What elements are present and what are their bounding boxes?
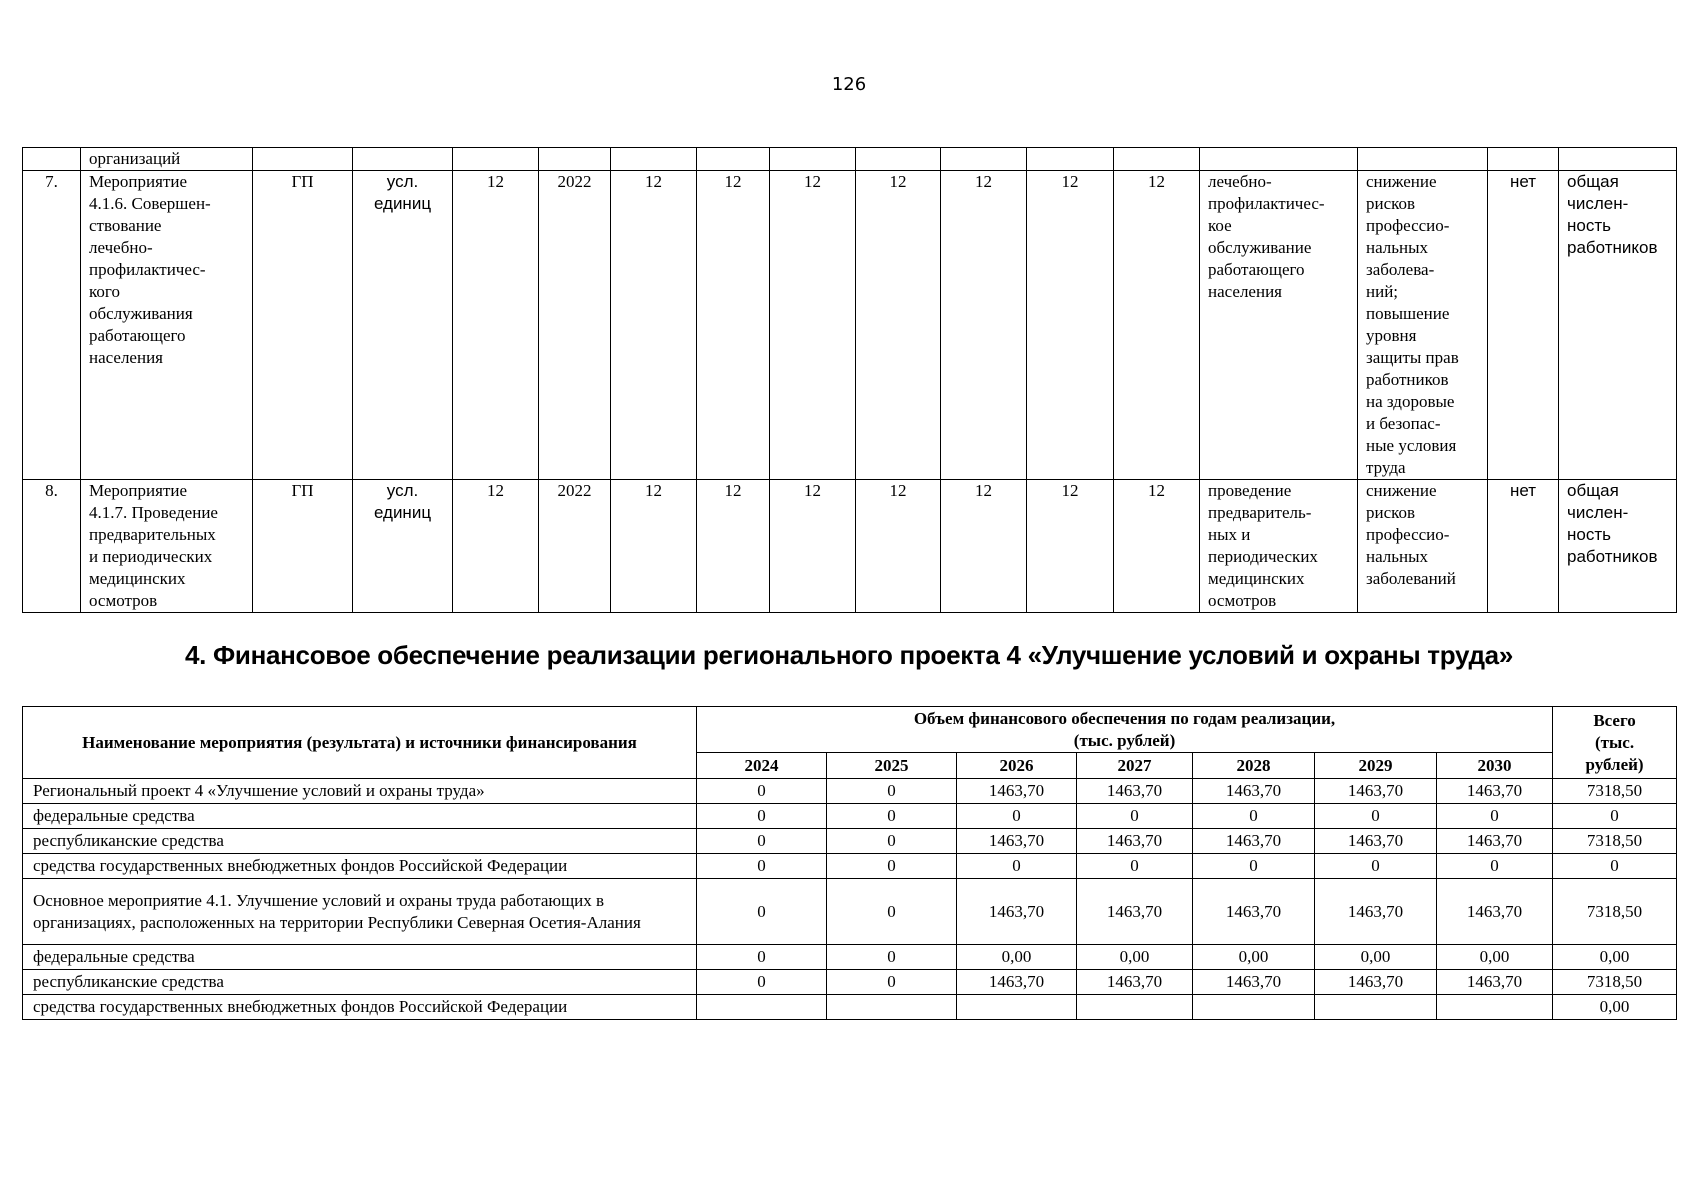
funding-name: средства государственных внебюджетных фондов Российской Федерации xyxy=(23,854,697,879)
funding-value: 0 xyxy=(697,804,827,829)
funding-name: средства государственных внебюджетных фондов Российской Федерации xyxy=(23,995,697,1020)
funding-total: 7318,50 xyxy=(1553,829,1677,854)
year-header: 2030 xyxy=(1437,753,1553,779)
funding-value xyxy=(1315,995,1437,1020)
year-value: 12 xyxy=(611,480,697,613)
funding-value: 0 xyxy=(697,970,827,995)
year-value: 12 xyxy=(941,171,1027,480)
table-cell xyxy=(539,148,611,171)
funding-value: 1463,70 xyxy=(1315,829,1437,854)
table-cell xyxy=(253,148,353,171)
year-value: 12 xyxy=(770,480,856,613)
year-value: 12 xyxy=(856,480,941,613)
funding-value: 0 xyxy=(827,879,957,945)
funding-value: 0 xyxy=(697,829,827,854)
funding-total: 0,00 xyxy=(1553,995,1677,1020)
funding-value: 0 xyxy=(957,804,1077,829)
funding-value: 1463,70 xyxy=(1437,879,1553,945)
funding-value xyxy=(827,995,957,1020)
funding-value: 0 xyxy=(697,779,827,804)
funding-value: 1463,70 xyxy=(1077,879,1193,945)
table-cell xyxy=(23,148,81,171)
table-cell xyxy=(856,148,941,171)
funding-value: 0 xyxy=(1315,804,1437,829)
funding-name: федеральные средства xyxy=(23,945,697,970)
funding-value: 1463,70 xyxy=(1077,779,1193,804)
funding-value xyxy=(1437,995,1553,1020)
funding-name: Основное мероприятие 4.1. Улучшение условий и охраны труда работающих в организациях, расположенных на территории Республики Северная Осетия-Алания xyxy=(23,879,697,945)
flag-cell: нет xyxy=(1488,171,1559,480)
base-year: 2022 xyxy=(539,480,611,613)
funding-value: 0,00 xyxy=(1077,945,1193,970)
table-row xyxy=(23,995,1677,1020)
section-heading: 4. Финансовое обеспечение реализации регионального проекта 4 «Улучшение условий и охраны труда» xyxy=(184,640,1513,670)
result-cell: проведение предваритель- ных и периодических медицинских осмотров xyxy=(1200,480,1358,613)
year-value: 12 xyxy=(770,171,856,480)
year-header: 2026 xyxy=(957,753,1077,779)
funding-name: республиканские средства xyxy=(23,970,697,995)
funding-value: 0,00 xyxy=(1437,945,1553,970)
table-row xyxy=(23,854,1677,879)
measure-type: ГП xyxy=(253,480,353,613)
funding-value: 1463,70 xyxy=(1315,970,1437,995)
measure-name: Мероприятие 4.1.7. Проведение предварительных и периодических медицинских осмотров xyxy=(81,480,253,613)
measure-type: ГП xyxy=(253,171,353,480)
funding-value: 0,00 xyxy=(1315,945,1437,970)
table-cell xyxy=(453,148,539,171)
year-header: 2024 xyxy=(697,753,827,779)
header-total: Всего (тыс. рублей) xyxy=(1553,707,1677,779)
funding-value: 1463,70 xyxy=(957,879,1077,945)
funding-value: 1463,70 xyxy=(1437,779,1553,804)
effect-cell: снижение рисков профессио- нальных заболеваний xyxy=(1358,480,1488,613)
funding-value: 0 xyxy=(827,779,957,804)
funding-value: 0 xyxy=(1437,854,1553,879)
funding-total: 7318,50 xyxy=(1553,970,1677,995)
funding-value: 1463,70 xyxy=(1193,829,1315,854)
table-cell xyxy=(697,148,770,171)
table-cell xyxy=(1114,148,1200,171)
table-row xyxy=(23,879,1677,945)
funding-name: федеральные средства xyxy=(23,804,697,829)
indicator-cell: общая числен- ность работников xyxy=(1559,171,1677,480)
base-value: 12 xyxy=(453,480,539,613)
unit-cell: усл. единиц xyxy=(353,171,453,480)
funding-value: 1463,70 xyxy=(1077,829,1193,854)
funding-value: 1463,70 xyxy=(957,779,1077,804)
funding-total: 7318,50 xyxy=(1553,879,1677,945)
flag-cell: нет xyxy=(1488,480,1559,613)
year-value: 12 xyxy=(697,171,770,480)
table-cell xyxy=(1200,148,1358,171)
table-cell: организаций xyxy=(81,148,253,171)
row-number: 8. xyxy=(23,480,81,613)
finance-table xyxy=(22,706,1677,1020)
funding-value: 1463,70 xyxy=(1193,779,1315,804)
table-cell xyxy=(1488,148,1559,171)
funding-value xyxy=(697,995,827,1020)
funding-value: 0 xyxy=(1077,804,1193,829)
year-value: 12 xyxy=(611,171,697,480)
year-value: 12 xyxy=(941,480,1027,613)
year-value: 12 xyxy=(1027,480,1114,613)
base-value: 12 xyxy=(453,171,539,480)
funding-value: 0,00 xyxy=(1193,945,1315,970)
base-year: 2022 xyxy=(539,171,611,480)
year-header: 2025 xyxy=(827,753,957,779)
unit-cell: усл. единиц xyxy=(353,480,453,613)
table-cell xyxy=(353,148,453,171)
funding-value: 1463,70 xyxy=(1193,879,1315,945)
table-cell xyxy=(1027,148,1114,171)
table-row xyxy=(23,829,1677,854)
funding-value: 0 xyxy=(697,879,827,945)
year-header: 2028 xyxy=(1193,753,1315,779)
funding-value: 1463,70 xyxy=(1437,829,1553,854)
table-cell xyxy=(1358,148,1488,171)
table-row xyxy=(23,171,1677,480)
year-value: 12 xyxy=(1114,171,1200,480)
funding-value xyxy=(1193,995,1315,1020)
funding-value: 1463,70 xyxy=(1193,970,1315,995)
funding-total: 0 xyxy=(1553,854,1677,879)
table-row xyxy=(23,779,1677,804)
year-header: 2029 xyxy=(1315,753,1437,779)
funding-total: 0,00 xyxy=(1553,945,1677,970)
result-cell: лечебно- профилактичес- кое обслуживание работающего населения xyxy=(1200,171,1358,480)
measure-name: Мероприятие 4.1.6. Совершен- ствование лечебно- профилактичес- кого обслуживания работающего населения xyxy=(81,171,253,480)
funding-value: 1463,70 xyxy=(1437,970,1553,995)
indicator-cell: общая числен- ность работников xyxy=(1559,480,1677,613)
funding-value: 0 xyxy=(827,829,957,854)
table-row xyxy=(23,480,1677,613)
funding-value: 0 xyxy=(827,804,957,829)
funding-value: 0,00 xyxy=(957,945,1077,970)
page-number: 126 xyxy=(831,74,867,95)
funding-value: 0 xyxy=(1193,854,1315,879)
funding-value xyxy=(1077,995,1193,1020)
funding-value: 1463,70 xyxy=(1077,970,1193,995)
funding-value: 0 xyxy=(1437,804,1553,829)
year-value: 12 xyxy=(1027,171,1114,480)
funding-total: 7318,50 xyxy=(1553,779,1677,804)
funding-value: 0 xyxy=(827,945,957,970)
funding-value: 0 xyxy=(697,854,827,879)
year-value: 12 xyxy=(1114,480,1200,613)
table-row xyxy=(23,970,1677,995)
funding-value: 0 xyxy=(827,854,957,879)
funding-value: 1463,70 xyxy=(957,970,1077,995)
table-row xyxy=(23,804,1677,829)
table-cell xyxy=(941,148,1027,171)
funding-value: 0 xyxy=(697,945,827,970)
year-header: 2027 xyxy=(1077,753,1193,779)
table-cell xyxy=(1559,148,1677,171)
header-name: Наименование мероприятия (результата) и источники финансирования xyxy=(23,707,697,779)
funding-value: 1463,70 xyxy=(1315,879,1437,945)
effect-cell: снижение рисков профессио- нальных заболева- ний; повышение уровня защиты прав работников на здоровые и безопас- ные условия труда xyxy=(1358,171,1488,480)
continuation-row xyxy=(23,148,1677,171)
funding-value xyxy=(957,995,1077,1020)
funding-name: Региональный проект 4 «Улучшение условий и охраны труда» xyxy=(23,779,697,804)
funding-value: 0 xyxy=(827,970,957,995)
funding-value: 0 xyxy=(1315,854,1437,879)
funding-total: 0 xyxy=(1553,804,1677,829)
table-cell xyxy=(770,148,856,171)
table-row xyxy=(23,945,1677,970)
year-value: 12 xyxy=(856,171,941,480)
funding-name: республиканские средства xyxy=(23,829,697,854)
funding-value: 0 xyxy=(957,854,1077,879)
header-volume: Объем финансового обеспечения по годам реализации, (тыс. рублей) xyxy=(697,707,1553,753)
year-value: 12 xyxy=(697,480,770,613)
table-cell xyxy=(611,148,697,171)
funding-value: 0 xyxy=(1193,804,1315,829)
indicators-continuation-table xyxy=(22,147,1677,613)
funding-value: 1463,70 xyxy=(957,829,1077,854)
row-number: 7. xyxy=(23,171,81,480)
funding-value: 0 xyxy=(1077,854,1193,879)
funding-value: 1463,70 xyxy=(1315,779,1437,804)
